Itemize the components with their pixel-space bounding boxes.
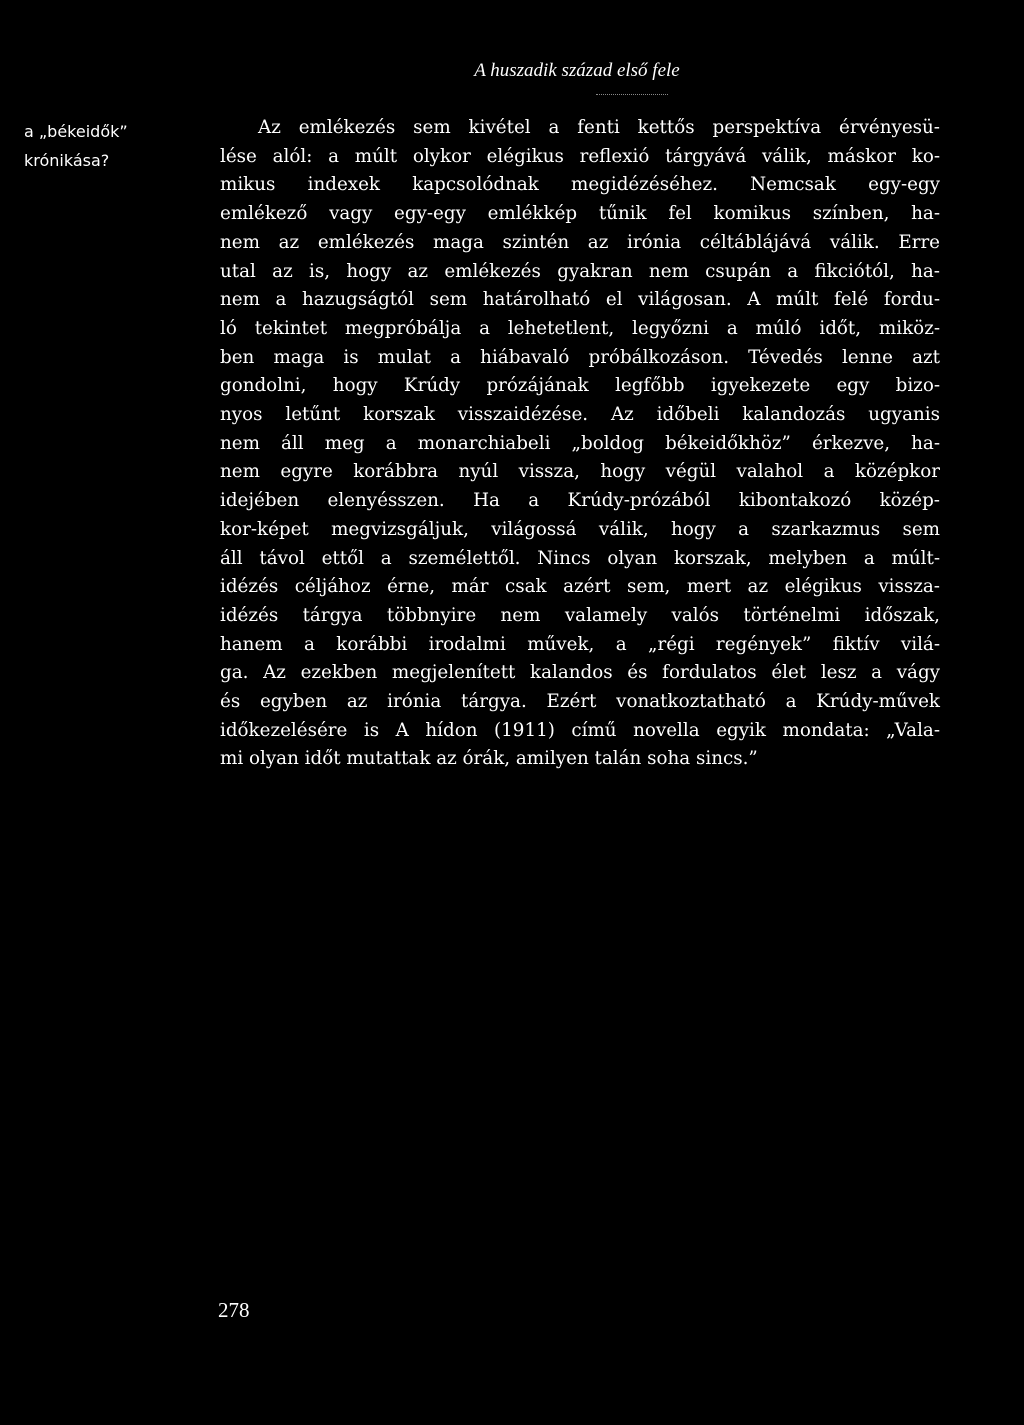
body-text bbox=[220, 114, 940, 774]
text-line: ga. Az ezekben megjelenített kalandos és fordulatos élet lesz a vágy bbox=[220, 662, 940, 684]
text-line: áll távol ettől a személettől. Nincs olyan korszak, melyben a múlt- bbox=[220, 547, 940, 569]
text-line: nem a hazugságtól sem határolható el világosan. A múlt felé fordu- bbox=[220, 289, 940, 311]
margin-note bbox=[24, 117, 194, 175]
text-line: ben maga is mulat a hiábavaló próbálkozáson. Tévedés lenne azt bbox=[220, 346, 940, 368]
page-number: 278 bbox=[218, 1298, 250, 1322]
text-line: idézés céljához érne, már csak azért sem, mert az elégikus vissza- bbox=[220, 576, 940, 598]
text-line: ló tekintet megpróbálja a lehetetlent, legyőzni a múló időt, miköz- bbox=[220, 317, 940, 339]
text-line: hanem a korábbi irodalmi művek, a „régi regények” fiktív vilá- bbox=[220, 633, 940, 655]
text-line: kor-képet megvizsgáljuk, világossá válik, hogy a szarkazmus sem bbox=[220, 518, 940, 540]
text-line: nem áll meg a monarchiabeli „boldog békeidőkhöz” érkezve, ha- bbox=[220, 432, 940, 454]
text-line: nem egyre korábbra nyúl vissza, hogy végül valahol a középkor bbox=[220, 461, 940, 483]
running-head: A huszadik század első fele bbox=[474, 60, 680, 81]
text-line: mikus indexek kapcsolódnak megidézéséhez. Nemcsak egy-egy bbox=[220, 174, 940, 196]
text-line: lése alól: a múlt olykor elégikus reflexió tárgyává válik, máskor ko- bbox=[220, 145, 940, 167]
text-line: utal az is, hogy az emlékezés gyakran nem csupán a fikciótól, ha- bbox=[220, 260, 940, 282]
text-line: Az emlékezés sem kivétel a fenti kettős perspektíva érvényesü- bbox=[258, 117, 940, 138]
text-line: gondolni, hogy Krúdy prózájának legfőbb igyekezete egy bizo- bbox=[220, 375, 940, 397]
text-line: idejében elenyésszen. Ha a Krúdy-prózából kibontakozó közép- bbox=[220, 490, 940, 512]
margin-note-line: a „békeidők” bbox=[24, 122, 128, 141]
header-rule bbox=[596, 94, 668, 95]
text-line: nyos letűnt korszak visszaidézése. Az időbeli kalandozás ugyanis bbox=[220, 404, 940, 426]
text-line: időkezelésére is A hídon (1911) című novella egyik mondata: „Vala- bbox=[220, 719, 940, 741]
text-line: nem az emlékezés maga szintén az irónia céltáblájává válik. Erre bbox=[220, 231, 940, 253]
text-line: mi olyan időt mutattak az órák, amilyen talán soha sincs.” bbox=[220, 748, 758, 770]
margin-note-line: krónikása? bbox=[24, 151, 110, 170]
text-line: emlékező vagy egy-egy emlékkép tűnik fel komikus színben, ha- bbox=[220, 203, 940, 225]
text-line: idézés tárgya többnyire nem valamely valós történelmi időszak, bbox=[220, 604, 940, 626]
text-line: és egyben az irónia tárgya. Ezért vonatkoztatható a Krúdy-művek bbox=[220, 691, 940, 713]
